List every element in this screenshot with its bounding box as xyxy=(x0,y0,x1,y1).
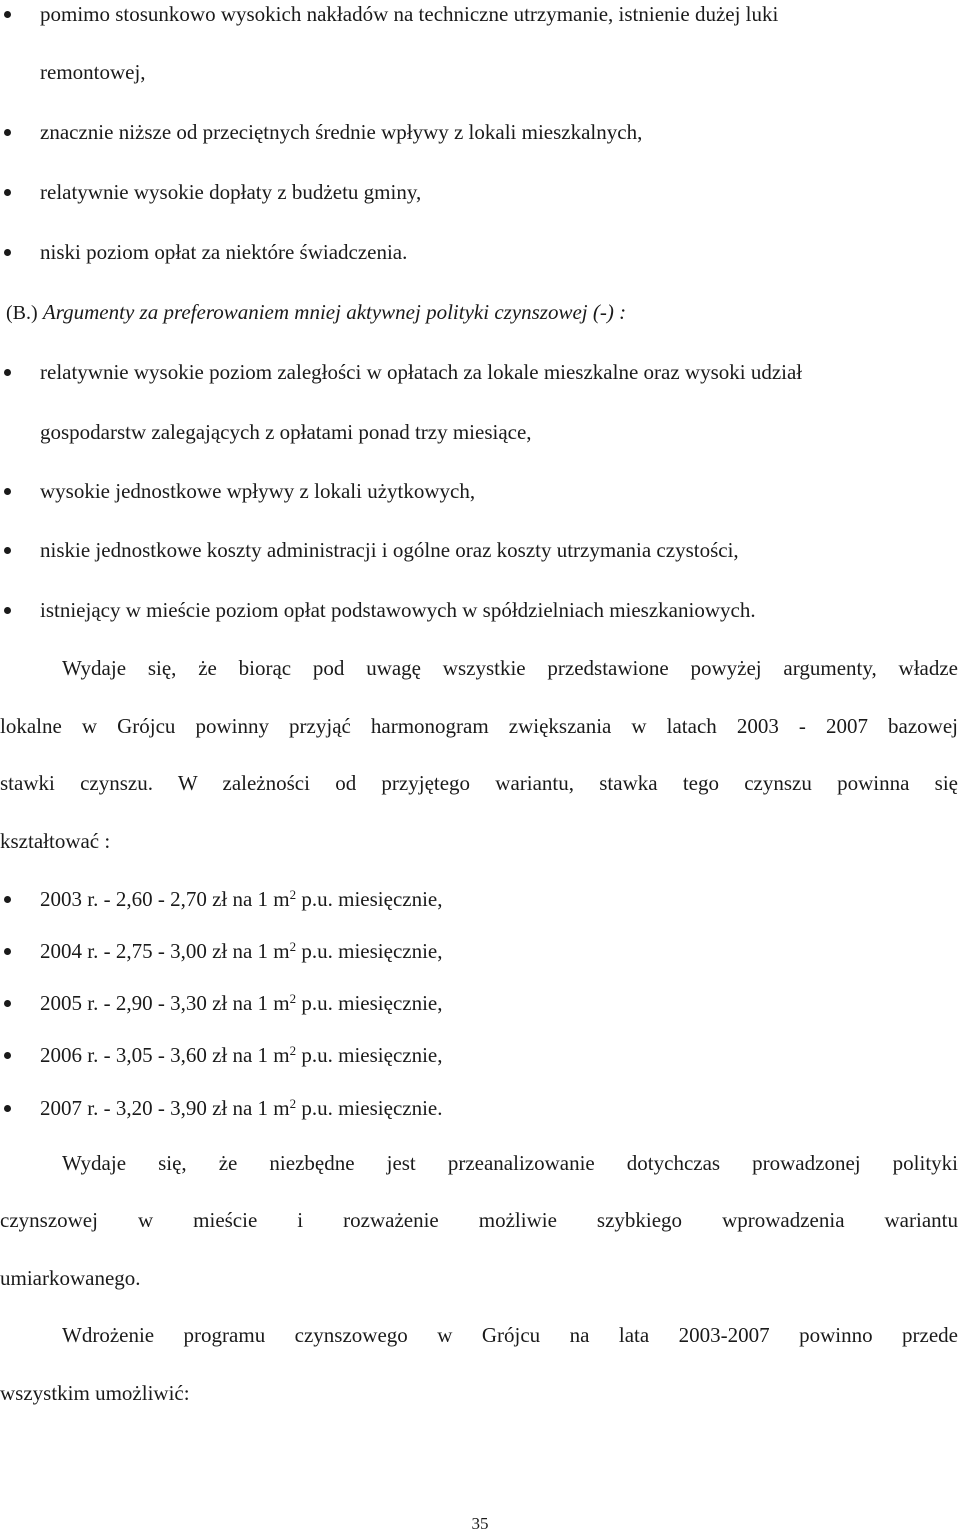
list-item-text: znacznie niższe od przeciętnych średnie wpływy z lokali mieszkalnych, xyxy=(40,120,643,144)
bullet-icon xyxy=(4,948,11,955)
list-item-text: wysokie jednostkowe wpływy z lokali użytkowych, xyxy=(40,479,476,503)
bullet-icon xyxy=(4,1052,11,1059)
bullet-icon xyxy=(4,547,11,554)
bullet-icon xyxy=(4,896,11,903)
list-item-text: niskie jednostkowe koszty administracji i ogólne oraz koszty utrzymania czystości, xyxy=(40,538,739,562)
bullet-icon xyxy=(4,249,11,256)
list-item-text: niski poziom opłat za niektóre świadczenia. xyxy=(40,240,408,264)
section-heading-text: Argumenty za preferowaniem mniej aktywnej polityki czynszowej (-) : xyxy=(42,300,627,324)
document-page: pomimo stosunkowo wysokich nakładów na techniczne utrzymanie, istnienie dużej luki remontowej, znacznie niższe od przeciętnych średnie wpływy z lokali mieszkalnych, relatywnie wysokie dopłaty z budżetu gminy, niski poziom opłat za niektóre świadczenia. (B.) Argumenty za preferowaniem mniej aktywnej polityki czynszowej (-) : relatywnie wysokie poziom zaległości w opłatach za lokale mieszkalne oraz wysoki udział gospodarstw zalegających z opłatami ponad trzy miesiące, wysokie jednostkowe wpływy z lokali użytkowych, niskie jednostkowe koszty administracji i ogólne oraz koszty utrzymania czystości, istniejący w mieście poziom opłat podstawowych w spółdzielniach mieszkaniowych. Wydaje się, że biorąc pod uwagę wszystkie przedstawione powyżej argumenty, władze lokalne w Grójcu powinny przyjąć harmonogram zwiększania w latach 2003 - 2007 bazowej stawki czynszu. W zależności od przyjętego wariantu, stawka tego czynszu powinna się kształtować : 2003 r. - 2,60 - 2,70 zł na 1 $m^2$ p.u. miesięcznie, 2004 r. - 2,75 - 3,00 zł na 1 $m^2$ p.u. miesięcznie, 2005 r. - 2,90 - 3,30 zł na 1 $m^2$ p.u. miesięcznie, 2006 r. - 3,05 - 3,60 zł na 1 $m^2$ p.u. miesięcznie, 2007 r. - 3,20 - 3,90 zł na 1 $m^2$ p.u. miesięcznie. Wydaje się, że niezbędne jest przeanalizowanie dotychczas prowadzonej polityki czynszowej w mieście i rozważenie możliwie szybkiego wprowadzenia wariantu umiarkowanego. Wdrożenie programu czynszowego w Grójcu na lata 2003-2007 powinno przede wszystkim umożliwić: 35 xyxy=(0,2,958,1533)
bullet-icon xyxy=(4,1105,11,1112)
list-item-text: pomimo stosunkowo wysokich nakładów na techniczne utrzymanie, istnienie dużej luki xyxy=(40,2,779,26)
page-number: 35 xyxy=(471,1514,489,1533)
list-item-text: relatywnie wysokie poziom zaległości w opłatach za lokale mieszkalne oraz wysoki udział xyxy=(40,360,803,384)
bullet-icon xyxy=(4,129,11,136)
bullet-icon xyxy=(4,607,11,614)
section-label: (B.) xyxy=(6,302,38,324)
bullet-icon xyxy=(4,189,11,196)
bullet-icon xyxy=(4,1000,11,1007)
bullet-icon xyxy=(4,488,11,495)
list-item-text: relatywnie wysokie dopłaty z budżetu gminy, xyxy=(40,180,422,204)
bullet-icon xyxy=(4,11,11,18)
list-item-text: istniejący w mieście poziom opłat podstawowych w spółdzielniach mieszkaniowych. xyxy=(40,598,756,622)
bullet-icon xyxy=(4,369,11,376)
